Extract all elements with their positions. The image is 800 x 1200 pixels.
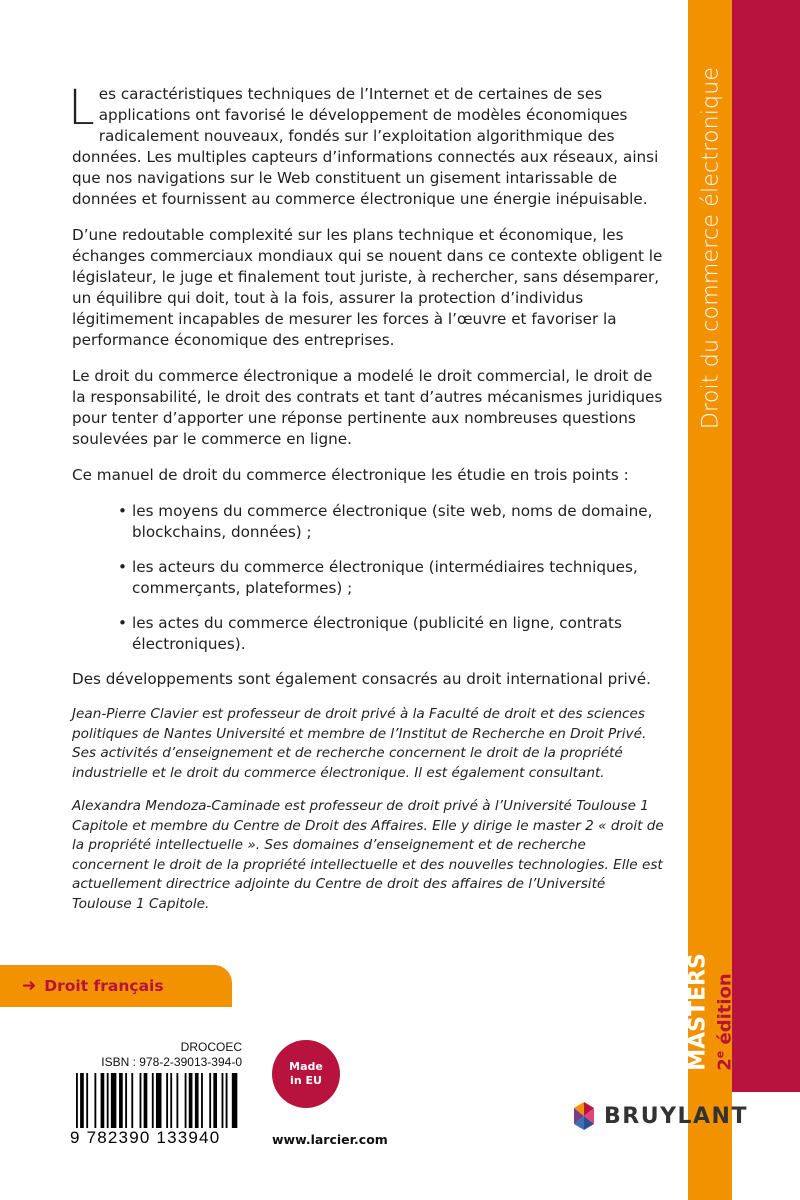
paragraph-2: D’une redoutable complexité sur les plans technique et économique, les échanges commerciaux mondiaux qui se nouent dans ce contexte obligent le législateur, le juge et finalement tout juriste, à rechercher, sans désemparer, un équilibre qui doit, tout à la fois, assurer la protection d’individus légitimement incapables de mesurer les forces à l’œuvre et favoriser la performance économique des entreprises. <box>72 226 663 349</box>
publisher-website: www.larcier.com <box>272 1132 388 1147</box>
bruylant-logo-icon <box>572 1102 596 1130</box>
dropcap: L <box>68 80 95 136</box>
spine-title: Droit du commerce électronique <box>698 66 724 430</box>
list-item: • les acteurs du commerce électronique (intermédiaires techniques, commerçants, plateformes) ; <box>132 557 664 599</box>
category-label: Droit français <box>44 977 164 995</box>
edition-label: 2e édition <box>713 973 736 1071</box>
paragraph-5: Des développements sont également consacrés au droit international privé. <box>72 670 651 688</box>
intro-paragraph: Les caractéristiques techniques de l’Internet et de certaines de ses applications ont favorisé le développement de modèles économiques radicalement nouveaux, fondés sur l’exploitation algorithmique des données. Les multiples capteurs d’informations connectés aux réseaux, ainsi que nos navigations sur le Web constituent un gisement intarissable de données et fournissent au commerce électronique une énergie inépuisable. <box>68 80 659 208</box>
paragraph-4: Ce manuel de droit du commerce électronique les étudie en trois points : <box>72 466 629 484</box>
list-item: • les actes du commerce électronique (publicité en ligne, contrats électroniques). <box>132 613 664 655</box>
bullet-list <box>72 501 664 655</box>
paragraph-3: Le droit du commerce électronique a modelé le droit commercial, le droit de la responsabilité, le droit des contrats et tant d’autres mécanismes juridiques pour tenter d’apporter une réponse pertinente aux nombreuses questions soulevées par le commerce en ligne. <box>72 367 663 448</box>
made-in-eu-badge: Made in EU <box>272 1040 340 1108</box>
author-bio-1: Jean-Pierre Clavier est professeur de droit privé à la Faculté de droit et des sciences politiques de Nantes Université et membre de l’Institut de Recherche en Droit Privé. Ses activités d’enseignement et de recherche concernent le droit de la propriété industrielle et le droit du commerce électronique. Il est également consultant. <box>72 706 647 781</box>
reference-code: DROCOEC <box>180 1040 242 1054</box>
publisher-name: BRUYLANT <box>604 1103 748 1129</box>
category-tab <box>0 965 232 1007</box>
series-name: MASTERS <box>685 953 711 1071</box>
list-item: • les moyens du commerce électronique (site web, noms de domaine, blockchains, données) ; <box>132 501 664 543</box>
product-codes <box>72 1040 242 1070</box>
publisher-brand <box>572 1102 748 1130</box>
isbn: ISBN : 978-2-39013-394-0 <box>101 1055 242 1069</box>
back-cover-text <box>68 80 664 928</box>
spine-series <box>685 953 737 1071</box>
arrow-right-icon: ➜ <box>22 976 37 996</box>
barcode-digits: 9 782390 133940 <box>70 1128 242 1148</box>
author-bio-2: Alexandra Mendoza-Caminade est professeur de droit privé à l’Université Toulouse 1 Capitole et membre du Centre de Droit des Affaires. Elle y dirige le master 2 « droit de la propriété intellectuelle ». Ses domaines d’enseignement et de recherche concernent le droit de la propriété intellectuelle et des nouvelles technologies. Elle est actuellement directrice adjointe du Centre de droit des affaires de l’Université Toulouse 1 Capitole. <box>72 798 664 912</box>
spine-red-strip <box>732 0 800 1092</box>
